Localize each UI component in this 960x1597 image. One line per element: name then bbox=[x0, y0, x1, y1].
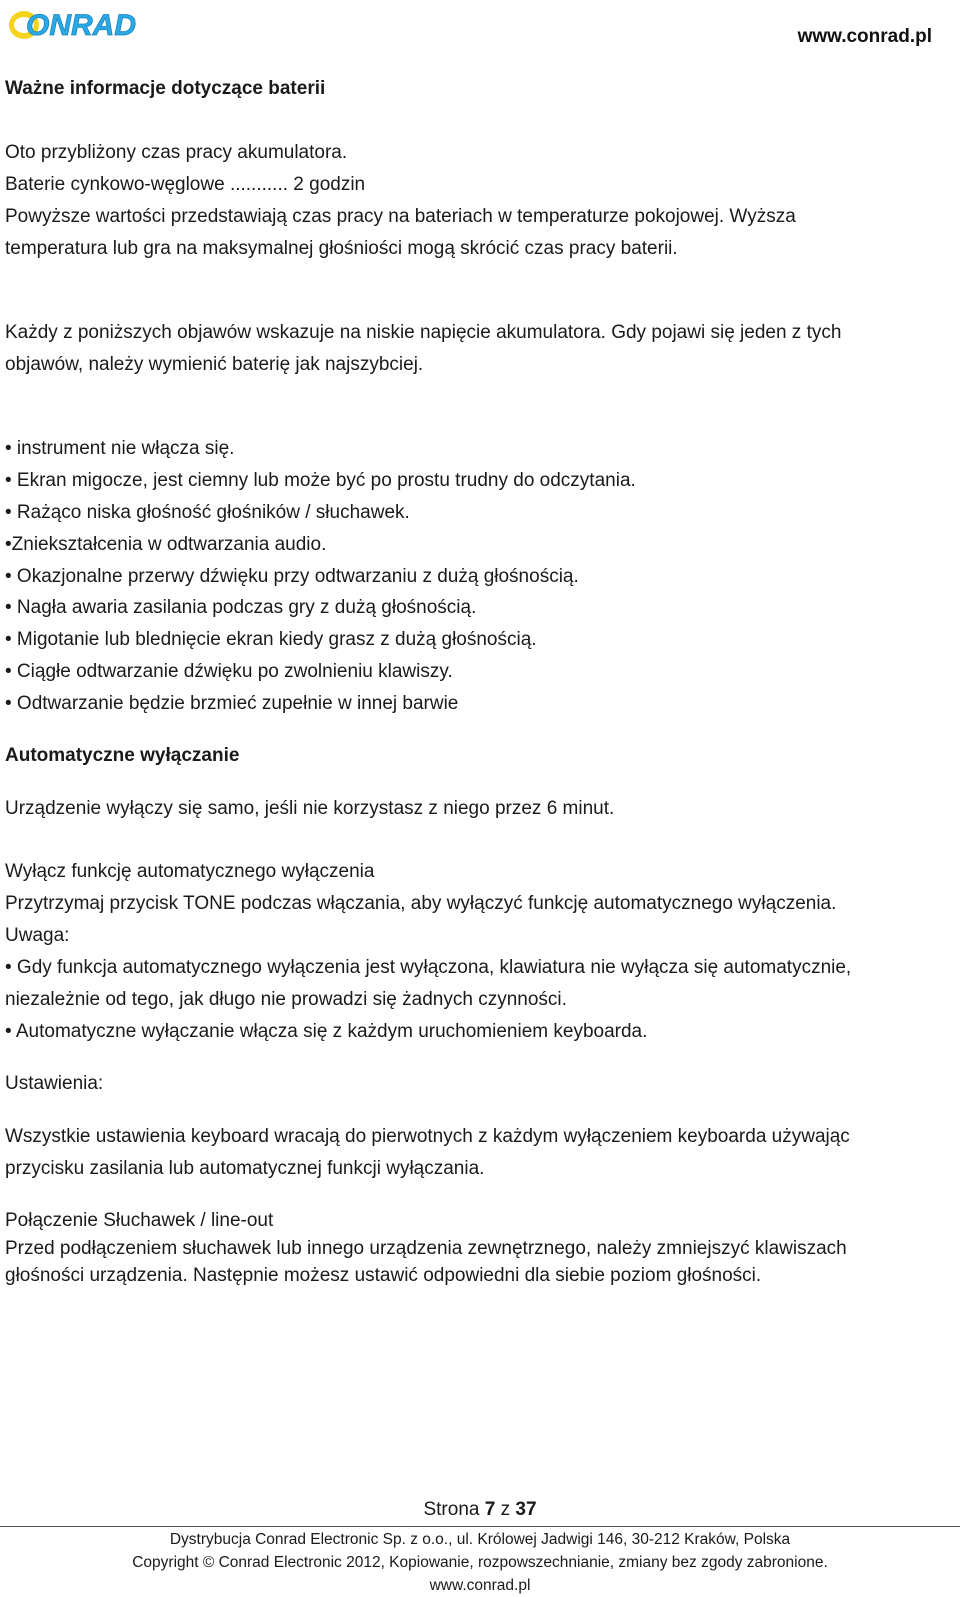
settings-text: Wszystkie ustawienia keyboard wracają do pierwotnych z każdym wyłączeniem keyboarda używając bbox=[5, 1126, 850, 1147]
symptom-item: • Rażąco niska głośność głośników / słuchawek. bbox=[5, 502, 410, 523]
page-current: 7 bbox=[484, 1499, 496, 1520]
autooff-heading: Automatyczne wyłączanie bbox=[5, 745, 240, 766]
battery-line: Oto przybliżony czas pracy akumulatora. bbox=[5, 142, 348, 163]
headphones-text: głośności urządzenia. Następnie możesz ustawić odpowiedni dla siebie poziom głośności. bbox=[5, 1265, 762, 1286]
battery-heading: Ważne informacje dotyczące baterii bbox=[5, 78, 326, 99]
symptom-item: •Zniekształcenia w odtwarzania audio. bbox=[5, 534, 327, 555]
symptom-item: • Ekran migocze, jest ciemny lub może być po prostu trudny do odczytania. bbox=[5, 470, 636, 491]
autooff-text: • Gdy funkcja automatycznego wyłączenia jest wyłączona, klawiatura nie wyłącza się automatycznie, bbox=[5, 957, 852, 978]
battery-line: Powyższe wartości przedstawiają czas pracy na bateriach w temperaturze pokojowej. Wyższa bbox=[5, 206, 796, 227]
svg-text:ONRAD: ONRAD bbox=[26, 9, 136, 42]
symptom-item: • instrument nie włącza się. bbox=[5, 438, 235, 459]
footer-url[interactable]: www.conrad.pl bbox=[429, 1577, 531, 1594]
conrad-logo bbox=[6, 4, 162, 44]
autooff-text: niezależnie od tego, jak długo nie prowadzi się żadnych czynności. bbox=[5, 989, 567, 1010]
symptom-item: • Odtwarzanie będzie brzmieć zupełnie w innej barwie bbox=[5, 693, 459, 714]
autooff-text: Urządzenie wyłączy się samo, jeśli nie korzystasz z niego przez 6 minut. bbox=[5, 798, 615, 819]
page-sep: z bbox=[495, 1499, 516, 1520]
battery-line: temperatura lub gra na maksymalnej głośniości mogą skrócić czas pracy baterii. bbox=[5, 238, 678, 259]
battery-line: Baterie cynkowo-węglowe ........... 2 godzin bbox=[5, 174, 366, 195]
symptom-item: • Nagła awaria zasilania podczas gry z dużą głośnością. bbox=[5, 597, 477, 618]
page-prefix: Strona bbox=[423, 1499, 485, 1520]
page-total: 37 bbox=[515, 1499, 537, 1520]
headphones-heading: Połączenie Słuchawek / line-out bbox=[5, 1210, 274, 1231]
footer-divider bbox=[0, 1526, 960, 1527]
symptom-item: • Ciągłe odtwarzanie dźwięku po zwolnieniu klawiszy. bbox=[5, 661, 453, 682]
autooff-note-label: Uwaga: bbox=[5, 925, 70, 946]
battery-line: Każdy z poniższych objawów wskazuje na niskie napięcie akumulatora. Gdy pojawi się jeden z tych bbox=[5, 322, 842, 343]
settings-heading: Ustawienia: bbox=[5, 1073, 104, 1094]
autooff-text: • Automatyczne wyłączanie włącza się z każdym uruchomieniem keyboarda. bbox=[5, 1021, 648, 1042]
autooff-text: Wyłącz funkcję automatycznego wyłączenia bbox=[5, 861, 375, 882]
site-url[interactable]: www.conrad.pl bbox=[797, 26, 932, 47]
symptom-item: • Migotanie lub blednięcie ekran kiedy grasz z dużą głośnością. bbox=[5, 629, 537, 650]
autooff-text: Przytrzymaj przycisk TONE podczas włączania, aby wyłączyć funkcję automatycznego wyłączenia. bbox=[5, 893, 837, 914]
footer-copyright: Copyright © Conrad Electronic 2012, Kopiowanie, rozpowszechnianie, zmiany bez zgody zabronione. bbox=[132, 1554, 828, 1571]
settings-text: przycisku zasilania lub automatycznej funkcji wyłączania. bbox=[5, 1158, 485, 1179]
headphones-text: Przed podłączeniem słuchawek lub innego urządzenia zewnętrznego, należy zmniejszyć klawiszach bbox=[5, 1238, 847, 1259]
battery-line: objawów, należy wymienić baterię jak najszybciej. bbox=[5, 354, 424, 375]
page-number bbox=[0, 1499, 960, 1521]
symptom-item: • Okazjonalne przerwy dźwięku przy odtwarzaniu z dużą głośnością. bbox=[5, 566, 579, 587]
footer-address: Dystrybucja Conrad Electronic Sp. z o.o., ul. Królowej Jadwigi 146, 30-212 Kraków, Polska bbox=[169, 1531, 791, 1548]
